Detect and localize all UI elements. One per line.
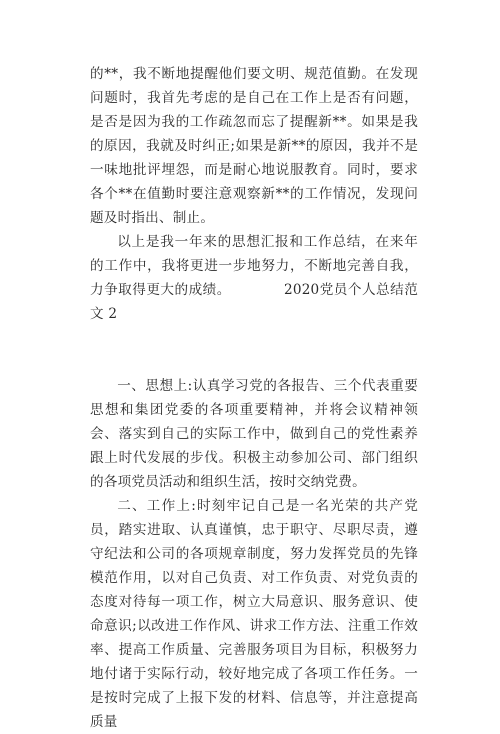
document-body [90, 62, 418, 734]
blank-space [90, 326, 418, 374]
paragraph-ideology: 一、思想上:认真学习党的各报告、三个代表重要思想和集团党委的各项重要精神，并将会议精神领会、落实到自己的实际工作中，做到自己的党性素养跟上时代发展的步伐。积极主动参加公司、部门组织的各项党员活动和组织生活，按时交纳党费。 [90, 378, 418, 490]
paragraph-summary-conclusion [90, 230, 418, 326]
year-label: 2020 [284, 282, 320, 298]
paragraph-duty-supervision: 的**，我不断地提醒他们要文明、规范值勤。在发现问题时，我首先考虑的是自己在工作上是否有问题，是否是因为我的工作疏忽而忘了提醒新**。如果是我的原因，我就及时纠正;如果是新**的原因，我并不是一味地批评埋怨，而是耐心地说服教育。同时，要求各个**在值勤时要注意观察新**的工作情况，发现问题及时指出、制止。 [90, 66, 418, 226]
section-title: 党员个人总结范文 2 [90, 282, 418, 322]
paragraph-work: 二、工作上:时刻牢记自己是一名光荣的共产党员，踏实进取、认真谨慎，忠于职守、尽职尽责，遵守纪法和公司的各项规章制度，努力发挥党员的先锋模范作用，以对自己负责、对工作负责、对党负责的态度对待每一项工作，树立大局意识、服务意识、使命意识;以改进工作作风、讲求工作方法、注重工作效率、提高工作质量、完善服务项目为目标，积极努力地付诸于实际行动，较好地完成了各项工作任务。一是按时完成了上报下发的材料、信息等，并注意提高质量 [90, 498, 418, 730]
conclusion-text: 以上是我一年来的思想汇报和工作总结，在来年的工作中，我将更进一步地努力，不断地完善自我，力争取得更大的成绩。 [90, 234, 418, 298]
